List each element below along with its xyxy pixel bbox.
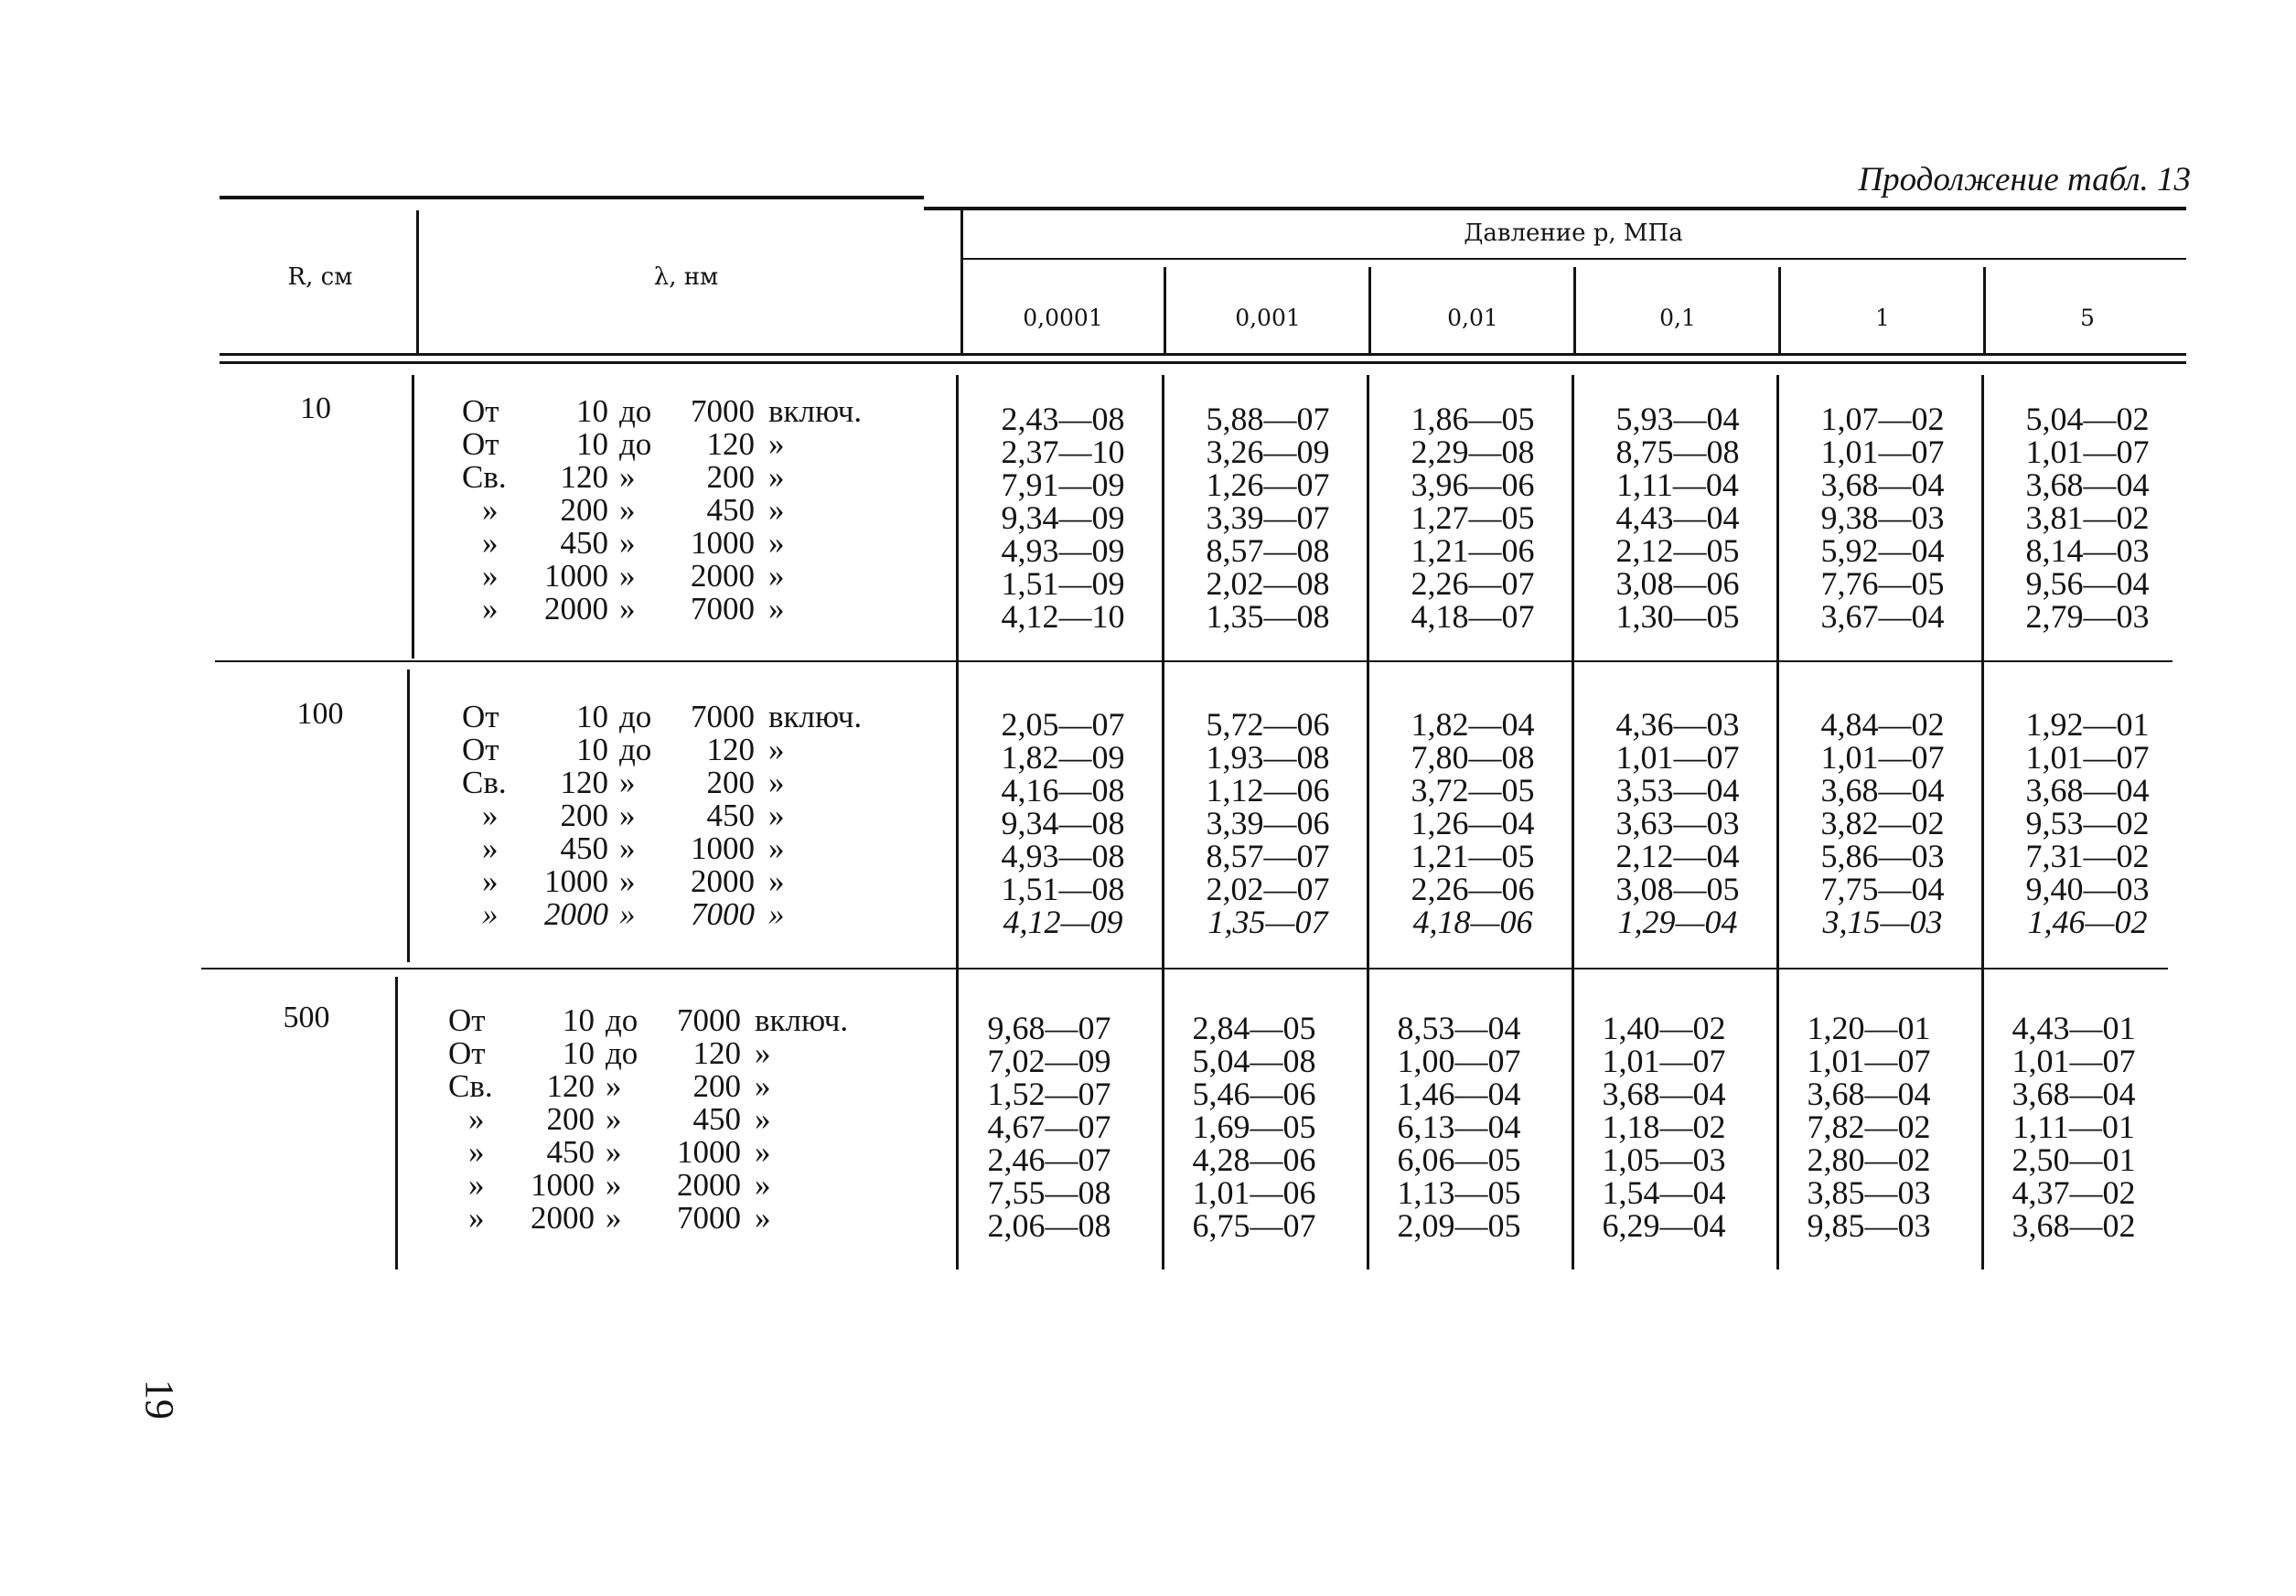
value-column xyxy=(1370,402,1575,633)
lambda-row xyxy=(448,1103,832,1136)
value-column xyxy=(1152,1012,1357,1242)
value-cell: 2,46—07 xyxy=(987,1141,1111,1178)
value-cell: 8,57—07 xyxy=(1206,838,1330,874)
value-cell: 1,01—07 xyxy=(2012,1043,2136,1079)
value-column xyxy=(960,402,1165,633)
value-cell: 1,35—07 xyxy=(1207,904,1328,940)
lambda-row xyxy=(462,766,846,799)
lambda-suffix: » xyxy=(755,1167,771,1203)
value-cell: 1,27—05 xyxy=(1411,499,1535,536)
lambda-sep: » xyxy=(619,830,636,866)
value-cell: 2,29—08 xyxy=(1411,434,1535,470)
lambda-to: 120 xyxy=(706,426,755,462)
value-cell: 2,26—07 xyxy=(1411,565,1535,602)
value-cell: 2,12—05 xyxy=(1615,532,1740,569)
group-r-value: 500 xyxy=(283,1001,330,1034)
lambda-prefix: От xyxy=(448,1002,486,1038)
lambda-from: 1000 xyxy=(531,1167,595,1203)
value-cell: 3,26—09 xyxy=(1206,434,1330,470)
lambda-prefix: Св. xyxy=(462,765,507,800)
value-cell: 2,79—03 xyxy=(2025,598,2150,635)
lambda-prefix: От xyxy=(448,1035,486,1071)
value-cell: 8,75—08 xyxy=(1615,434,1740,470)
value-column xyxy=(1357,1012,1561,1242)
value-cell: 1,54—04 xyxy=(1602,1174,1726,1211)
value-cell: 1,01—07 xyxy=(1820,434,1945,470)
lambda-row xyxy=(462,593,846,626)
lambda-to: 7000 xyxy=(691,393,755,429)
value-cell: 1,00—07 xyxy=(1397,1043,1521,1079)
value-cell: 1,05—03 xyxy=(1602,1141,1726,1178)
value-cell: 1,11—01 xyxy=(2012,1109,2135,1145)
header-pressure-0: 0,0001 xyxy=(1023,305,1103,331)
lambda-to: 7000 xyxy=(691,699,755,734)
lambda-to: 1000 xyxy=(677,1134,741,1170)
value-cell: 1,40—02 xyxy=(1602,1010,1726,1046)
value-cell: 1,07—02 xyxy=(1820,401,1945,437)
header-bottom-rule-a xyxy=(220,353,2186,356)
value-cell: 5,93—04 xyxy=(1615,401,1740,437)
value-cell: 4,43—01 xyxy=(2012,1010,2136,1046)
lambda-sep: » xyxy=(619,558,636,594)
lambda-row xyxy=(448,1136,832,1169)
value-cell: 4,93—09 xyxy=(1001,532,1125,569)
lambda-from: 10 xyxy=(563,1035,595,1071)
value-cell: 2,09—05 xyxy=(1397,1207,1521,1244)
lambda-suffix: » xyxy=(768,459,785,495)
value-cell: 1,01—07 xyxy=(1615,739,1740,776)
value-cell: 7,31—02 xyxy=(2025,838,2150,874)
value-cell: 1,21—05 xyxy=(1411,838,1535,874)
group-r-value: 10 xyxy=(300,391,331,425)
value-cell: 5,04—02 xyxy=(2025,401,2150,437)
table-caption: Продолжение табл. 13 xyxy=(1858,161,2191,198)
lambda-sep: » xyxy=(606,1101,622,1137)
value-cell: 9,34—08 xyxy=(1001,805,1125,841)
lambda-suffix: » xyxy=(768,896,785,932)
value-cell: 1,13—05 xyxy=(1397,1174,1521,1211)
value-cell: 9,85—03 xyxy=(1807,1207,1931,1244)
lambda-row xyxy=(462,734,846,766)
lambda-prefix: От xyxy=(462,732,499,767)
lambda-to: 7000 xyxy=(677,1200,741,1236)
lambda-row xyxy=(462,865,846,898)
lambda-sep: до xyxy=(619,393,652,429)
value-cell: 7,91—09 xyxy=(1001,466,1125,503)
value-cell: 3,08—06 xyxy=(1615,565,1740,602)
value-cell: 2,80—02 xyxy=(1807,1141,1931,1178)
value-cell: 2,43—08 xyxy=(1001,401,1125,437)
value-cell: 7,02—09 xyxy=(987,1043,1111,1079)
lambda-suffix: включ. xyxy=(768,393,863,429)
value-cell: 3,68—04 xyxy=(2025,466,2150,503)
lambda-suffix: » xyxy=(768,492,785,528)
lambda-from: 10 xyxy=(576,393,608,429)
value-cell: 1,35—08 xyxy=(1206,598,1330,635)
lambda-prefix: Св. xyxy=(448,1068,493,1104)
value-cell: 7,82—02 xyxy=(1807,1109,1931,1145)
value-cell: 3,15—03 xyxy=(1822,904,1943,940)
value-cell: 6,13—04 xyxy=(1397,1109,1521,1145)
value-cell: 4,67—07 xyxy=(987,1109,1111,1145)
lambda-row xyxy=(462,494,846,527)
lambda-from: 10 xyxy=(576,732,608,767)
value-column xyxy=(1985,708,2190,938)
value-cell: 4,36—03 xyxy=(1615,706,1740,743)
lambda-from: 200 xyxy=(546,1101,595,1137)
value-column xyxy=(1165,708,1370,938)
group-divider-2 xyxy=(201,968,2168,969)
lambda-sep: » xyxy=(619,525,636,561)
lambda-prefix: » xyxy=(482,492,499,528)
value-cell: 4,12—10 xyxy=(1001,598,1125,635)
lambda-suffix: » xyxy=(755,1134,771,1170)
value-cell: 1,01—07 xyxy=(2025,434,2150,470)
lambda-row xyxy=(462,393,863,429)
lambda-sep: до xyxy=(606,1002,638,1038)
value-cell: 3,68—04 xyxy=(1820,466,1945,503)
value-cell: 6,75—07 xyxy=(1192,1207,1316,1244)
lambda-suffix: » xyxy=(768,798,785,833)
lambda-suffix: включ. xyxy=(768,699,863,734)
lambda-row xyxy=(462,560,846,593)
value-cell: 3,39—07 xyxy=(1206,499,1330,536)
lambda-sep: » xyxy=(619,459,636,495)
value-column xyxy=(1766,1012,1971,1242)
body-vrule-r-1 xyxy=(412,375,414,659)
value-cell: 4,93—08 xyxy=(1001,838,1125,874)
value-cell: 1,18—02 xyxy=(1602,1109,1726,1145)
header-pressure-3: 0,1 xyxy=(1659,305,1696,331)
lambda-to: 450 xyxy=(706,492,755,528)
value-cell: 4,16—08 xyxy=(1001,772,1125,809)
lambda-row xyxy=(448,1070,832,1103)
lambda-from: 200 xyxy=(560,492,608,528)
lambda-suffix: » xyxy=(755,1101,771,1137)
lambda-row xyxy=(462,832,846,865)
header-r: R, см xyxy=(287,263,353,291)
lambda-suffix: » xyxy=(768,732,785,767)
lambda-to: 450 xyxy=(692,1101,741,1137)
lambda-row xyxy=(462,898,846,931)
lambda-from: 120 xyxy=(560,765,608,800)
lambda-to: 450 xyxy=(706,798,755,833)
value-cell: 1,21—06 xyxy=(1411,532,1535,569)
lambda-row xyxy=(462,461,846,494)
lambda-to: 120 xyxy=(692,1035,741,1071)
value-cell: 3,68—04 xyxy=(1807,1076,1931,1112)
lambda-prefix: » xyxy=(482,591,499,627)
header-pressure-1: 0,001 xyxy=(1235,305,1301,331)
lambda-suffix: » xyxy=(768,591,785,627)
lambda-from: 10 xyxy=(576,426,608,462)
lambda-prefix: » xyxy=(468,1167,485,1203)
value-cell: 3,85—03 xyxy=(1807,1174,1931,1211)
lambda-to: 1000 xyxy=(691,525,755,561)
value-cell: 2,37—10 xyxy=(1001,434,1125,470)
value-column xyxy=(1165,402,1370,633)
lambda-from: 450 xyxy=(560,525,608,561)
lambda-suffix: » xyxy=(768,558,785,594)
value-cell: 1,46—04 xyxy=(1397,1076,1521,1112)
value-cell: 5,88—07 xyxy=(1206,401,1330,437)
lambda-row xyxy=(462,699,863,734)
value-cell: 1,12—06 xyxy=(1206,772,1330,809)
value-cell: 1,82—04 xyxy=(1411,706,1535,743)
value-column xyxy=(1561,1012,1766,1242)
value-cell: 1,01—07 xyxy=(1820,739,1945,776)
value-cell: 6,06—05 xyxy=(1397,1141,1521,1178)
lambda-row xyxy=(448,1169,832,1202)
value-cell: 3,39—06 xyxy=(1206,805,1330,841)
lambda-row xyxy=(462,428,846,461)
value-cell: 3,63—03 xyxy=(1615,805,1740,841)
value-cell: 1,51—08 xyxy=(1001,871,1125,907)
value-cell: 2,84—05 xyxy=(1192,1010,1316,1046)
value-cell: 1,11—04 xyxy=(1616,466,1739,503)
lambda-row xyxy=(462,799,846,832)
value-cell: 4,84—02 xyxy=(1820,706,1945,743)
value-column xyxy=(947,1012,1152,1242)
value-cell: 9,40—03 xyxy=(2025,871,2150,907)
lambda-from: 450 xyxy=(546,1134,595,1170)
value-cell: 4,37—02 xyxy=(2012,1174,2136,1211)
value-column xyxy=(1370,708,1575,938)
value-cell: 7,76—05 xyxy=(1820,565,1945,602)
value-cell: 1,86—05 xyxy=(1411,401,1535,437)
value-cell: 5,86—03 xyxy=(1820,838,1945,874)
value-cell: 2,05—07 xyxy=(1001,706,1125,743)
lambda-from: 200 xyxy=(560,798,608,833)
value-cell: 1,01—07 xyxy=(1602,1043,1726,1079)
value-cell: 4,28—06 xyxy=(1192,1141,1316,1178)
lambda-sep: » xyxy=(619,765,636,800)
value-cell: 5,46—06 xyxy=(1192,1076,1316,1112)
header-pressure-5: 5 xyxy=(2080,305,2095,331)
value-cell: 1,01—07 xyxy=(2025,739,2150,776)
value-column xyxy=(1780,402,1985,633)
lambda-row xyxy=(448,1002,849,1038)
group-r-value: 100 xyxy=(296,697,344,731)
lambda-row xyxy=(448,1202,832,1235)
lambda-to: 7000 xyxy=(677,1002,741,1038)
value-cell: 2,50—01 xyxy=(2012,1141,2136,1178)
lambda-suffix: включ. xyxy=(755,1002,849,1038)
value-column xyxy=(1985,402,2190,633)
value-cell: 4,43—04 xyxy=(1615,499,1740,536)
lambda-to: 200 xyxy=(692,1068,741,1104)
top-rule-right xyxy=(924,207,2186,210)
header-lambda: λ, нм xyxy=(653,263,719,291)
value-cell: 7,80—08 xyxy=(1411,739,1535,776)
value-cell: 9,68—07 xyxy=(987,1010,1111,1046)
value-cell: 3,68—04 xyxy=(1820,772,1945,809)
value-cell: 6,29—04 xyxy=(1602,1207,1726,1244)
lambda-from: 2000 xyxy=(531,1200,595,1236)
value-cell: 9,34—09 xyxy=(1001,499,1125,536)
lambda-suffix: » xyxy=(768,830,785,866)
value-cell: 5,72—06 xyxy=(1206,706,1330,743)
lambda-suffix: » xyxy=(768,426,785,462)
header-bottom-rule-b xyxy=(220,361,2186,364)
value-cell: 1,51—09 xyxy=(1001,565,1125,602)
lambda-prefix: » xyxy=(468,1101,485,1137)
value-cell: 1,46—02 xyxy=(2027,904,2148,940)
value-cell: 3,67—04 xyxy=(1820,598,1945,635)
value-column xyxy=(1780,708,1985,938)
value-cell: 1,69—05 xyxy=(1192,1109,1316,1145)
lambda-to: 7000 xyxy=(691,591,755,627)
value-cell: 5,92—04 xyxy=(1820,532,1945,569)
value-cell: 3,81—02 xyxy=(2025,499,2150,536)
lambda-from: 10 xyxy=(563,1002,595,1038)
header-pressure-2: 0,01 xyxy=(1447,305,1498,331)
lambda-prefix: От xyxy=(462,393,499,429)
value-cell: 7,75—04 xyxy=(1820,871,1945,907)
lambda-sep: до xyxy=(606,1035,638,1071)
lambda-prefix: » xyxy=(482,896,499,932)
value-cell: 1,01—07 xyxy=(1807,1043,1931,1079)
lambda-sep: » xyxy=(619,798,636,833)
lambda-prefix: » xyxy=(482,798,499,833)
value-cell: 1,26—04 xyxy=(1411,805,1535,841)
lambda-prefix: » xyxy=(482,830,499,866)
lambda-suffix: » xyxy=(768,863,785,899)
value-cell: 2,02—08 xyxy=(1206,565,1330,602)
value-column xyxy=(960,708,1165,938)
value-cell: 1,92—01 xyxy=(2025,706,2150,743)
lambda-prefix: » xyxy=(468,1200,485,1236)
value-cell: 1,30—05 xyxy=(1615,598,1740,635)
lambda-to: 2000 xyxy=(691,558,755,594)
lambda-suffix: » xyxy=(755,1200,771,1236)
value-cell: 2,06—08 xyxy=(987,1207,1111,1244)
lambda-to: 200 xyxy=(706,459,755,495)
value-cell: 3,96—06 xyxy=(1411,466,1535,503)
value-cell: 3,68—04 xyxy=(1602,1076,1726,1112)
lambda-sep: до xyxy=(619,732,652,767)
lambda-sep: » xyxy=(606,1200,622,1236)
value-cell: 4,18—07 xyxy=(1411,598,1535,635)
lambda-row xyxy=(448,1037,832,1070)
lambda-list xyxy=(462,393,863,627)
value-cell: 3,08—05 xyxy=(1615,871,1740,907)
value-cell: 9,38—03 xyxy=(1820,499,1945,536)
lambda-to: 2000 xyxy=(677,1167,741,1203)
value-cell: 8,57—08 xyxy=(1206,532,1330,569)
value-column xyxy=(1575,708,1780,938)
lambda-prefix: » xyxy=(482,525,499,561)
lambda-suffix: » xyxy=(755,1068,771,1104)
lambda-prefix: » xyxy=(468,1134,485,1170)
value-cell: 2,12—04 xyxy=(1615,838,1740,874)
value-column xyxy=(1575,402,1780,633)
value-cell: 4,12—09 xyxy=(1003,904,1123,940)
value-cell: 1,29—04 xyxy=(1617,904,1738,940)
lambda-from: 450 xyxy=(560,830,608,866)
value-cell: 3,82—02 xyxy=(1820,805,1945,841)
lambda-sep: » xyxy=(619,492,636,528)
top-rule-left xyxy=(220,196,924,199)
lambda-to: 120 xyxy=(706,732,755,767)
lambda-sep: » xyxy=(619,863,636,899)
value-cell: 4,18—06 xyxy=(1412,904,1533,940)
lambda-prefix: Св. xyxy=(462,459,507,495)
lambda-from: 10 xyxy=(576,699,608,734)
value-cell: 8,53—04 xyxy=(1397,1010,1521,1046)
value-cell: 1,82—09 xyxy=(1001,739,1125,776)
lambda-prefix: » xyxy=(482,558,499,594)
lambda-from: 2000 xyxy=(544,591,608,627)
lambda-to: 7000 xyxy=(691,896,755,932)
value-cell: 3,68—04 xyxy=(2025,772,2150,809)
value-cell: 1,93—08 xyxy=(1206,739,1330,776)
value-cell: 7,55—08 xyxy=(987,1174,1111,1211)
lambda-suffix: » xyxy=(768,525,785,561)
lambda-row xyxy=(462,527,846,560)
lambda-prefix: От xyxy=(462,699,499,734)
value-cell: 5,04—08 xyxy=(1192,1043,1316,1079)
lambda-sep: » xyxy=(619,896,636,932)
value-cell: 8,14—03 xyxy=(2025,532,2150,569)
value-cell: 1,26—07 xyxy=(1206,466,1330,503)
lambda-from: 1000 xyxy=(544,863,608,899)
lambda-suffix: » xyxy=(768,765,785,800)
value-cell: 3,68—02 xyxy=(2012,1207,2136,1244)
header-pressure-4: 1 xyxy=(1875,305,1890,331)
value-cell: 2,26—06 xyxy=(1411,871,1535,907)
lambda-to: 1000 xyxy=(691,830,755,866)
lambda-sep: » xyxy=(606,1167,622,1203)
lambda-suffix: » xyxy=(755,1035,771,1071)
pressure-subheader-rule xyxy=(960,258,2186,260)
lambda-sep: » xyxy=(606,1134,622,1170)
lambda-sep: » xyxy=(606,1068,622,1104)
lambda-sep: до xyxy=(619,699,652,734)
lambda-list xyxy=(448,1002,849,1236)
group-divider-1 xyxy=(215,660,2173,662)
value-cell: 3,53—04 xyxy=(1615,772,1740,809)
lambda-from: 2000 xyxy=(544,896,608,932)
header-pressure: Давление p, МПа xyxy=(1464,220,1683,247)
lambda-sep: » xyxy=(619,591,636,627)
value-cell: 2,02—07 xyxy=(1206,871,1330,907)
lambda-prefix: От xyxy=(462,426,499,462)
lambda-from: 1000 xyxy=(544,558,608,594)
value-cell: 9,53—02 xyxy=(2025,805,2150,841)
lambda-from: 120 xyxy=(546,1068,595,1104)
value-cell: 1,01—06 xyxy=(1192,1174,1316,1211)
value-column xyxy=(1971,1012,2176,1242)
page-number: 19 xyxy=(137,1379,182,1419)
value-cell: 1,52—07 xyxy=(987,1076,1111,1112)
value-cell: 1,20—01 xyxy=(1807,1010,1931,1046)
value-cell: 3,68—04 xyxy=(2012,1076,2136,1112)
lambda-to: 2000 xyxy=(691,863,755,899)
lambda-list xyxy=(462,699,863,932)
value-cell: 3,72—05 xyxy=(1411,772,1535,809)
value-cell: 9,56—04 xyxy=(2025,565,2150,602)
lambda-prefix: » xyxy=(482,863,499,899)
lambda-sep: до xyxy=(619,426,652,462)
lambda-to: 200 xyxy=(706,765,755,800)
lambda-from: 120 xyxy=(560,459,608,495)
